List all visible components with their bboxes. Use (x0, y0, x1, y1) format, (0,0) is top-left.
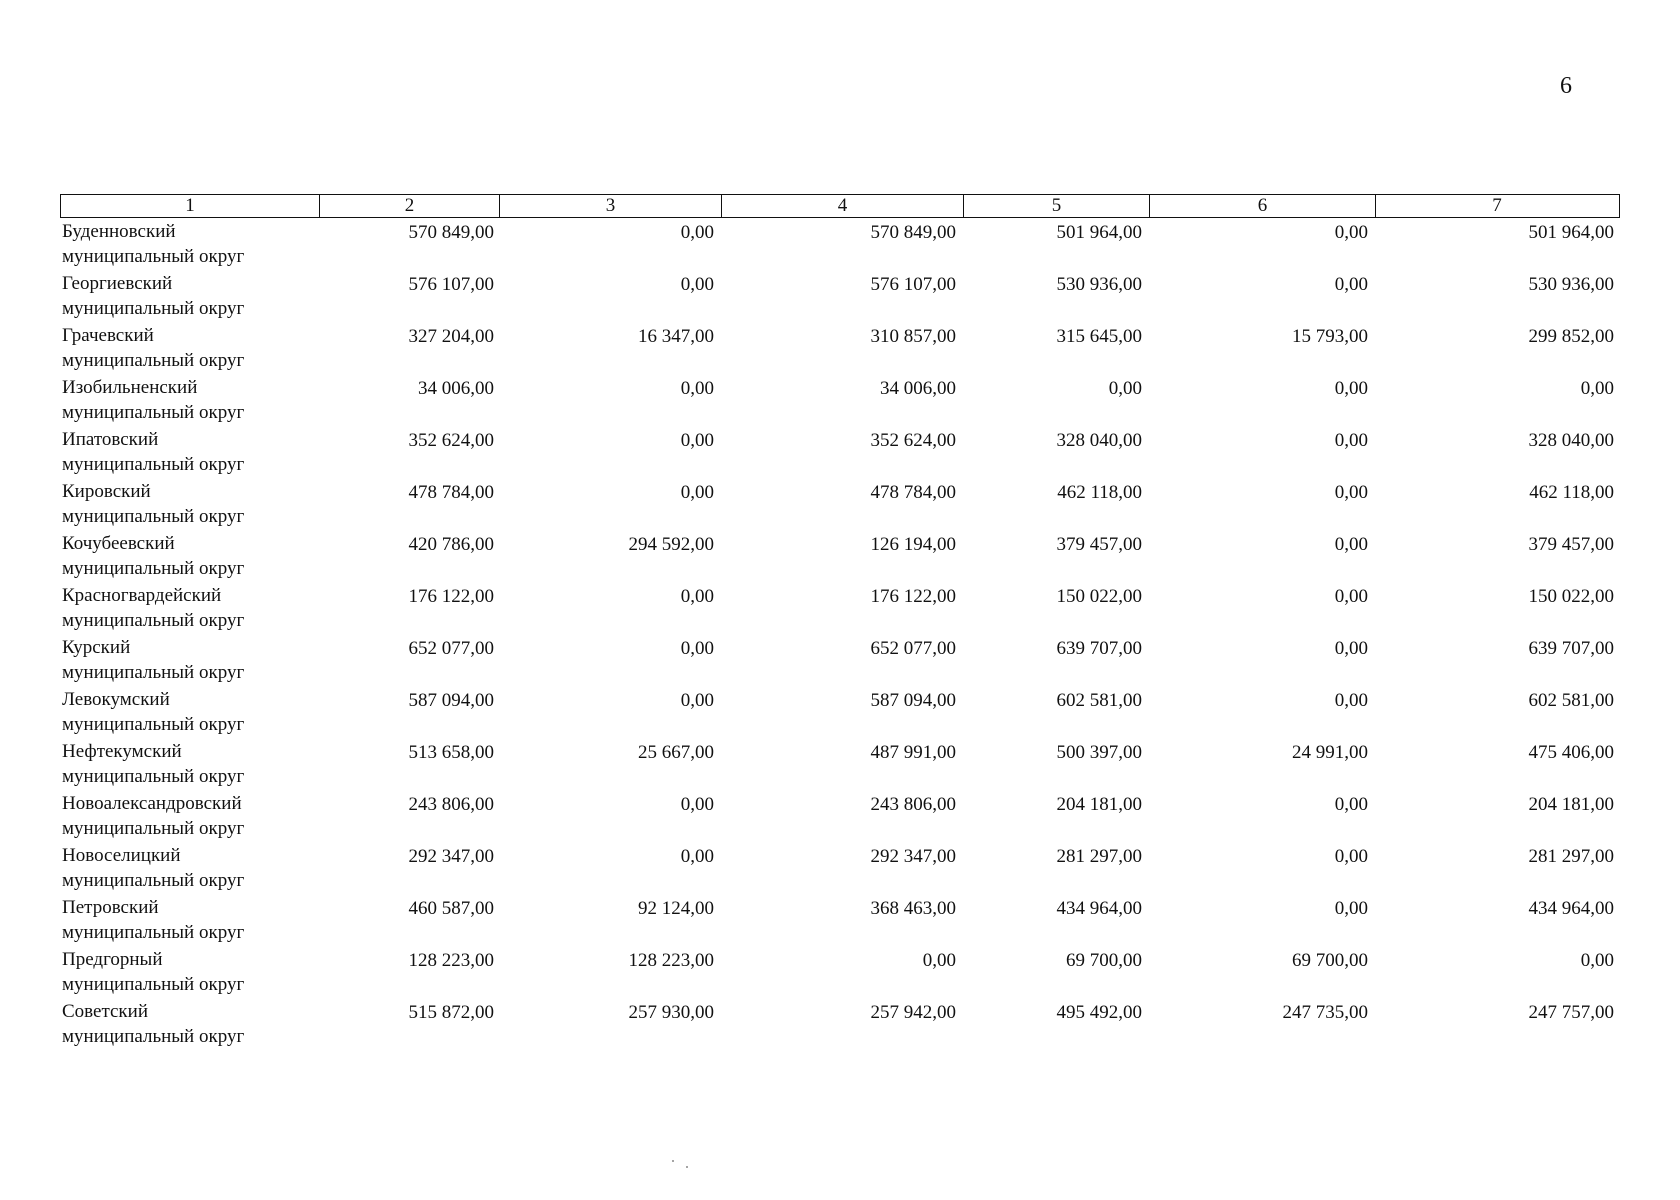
cell-col-3: 0,00 (680, 846, 714, 867)
cell-col-6: 0,00 (1334, 690, 1368, 711)
district-type: муниципальный округ (62, 350, 245, 371)
table-row (60, 219, 1620, 271)
row-name (62, 583, 322, 633)
cell-col-7: 247 757,00 (1528, 1002, 1614, 1023)
cell-col-5: 204 181,00 (1056, 794, 1142, 815)
row-name (62, 271, 322, 321)
table-row (60, 687, 1620, 739)
cell-col-4: 652 077,00 (870, 638, 956, 659)
cell-col-2: 243 806,00 (408, 794, 494, 815)
cell-col-7: 299 852,00 (1528, 326, 1614, 347)
cell-col-2: 515 872,00 (408, 1002, 494, 1023)
district-type: муниципальный округ (62, 454, 245, 475)
scan-speck (672, 1160, 674, 1162)
cell-col-7: 530 936,00 (1528, 274, 1614, 295)
table-row (60, 947, 1620, 999)
scan-speck (686, 1166, 688, 1168)
cell-col-4: 570 849,00 (870, 222, 956, 243)
cell-col-5: 281 297,00 (1056, 846, 1142, 867)
cell-col-7: 639 707,00 (1528, 638, 1614, 659)
district-name: Красногвардейский (62, 585, 222, 606)
cell-col-5: 150 022,00 (1056, 586, 1142, 607)
cell-col-4: 487 991,00 (870, 742, 956, 763)
column-header-3: 3 (499, 195, 721, 217)
district-type: муниципальный округ (62, 610, 245, 631)
row-name (62, 947, 322, 997)
cell-col-7: 150 022,00 (1528, 586, 1614, 607)
cell-col-2: 587 094,00 (408, 690, 494, 711)
cell-col-5: 500 397,00 (1056, 742, 1142, 763)
cell-col-6: 0,00 (1334, 378, 1368, 399)
cell-col-4: 243 806,00 (870, 794, 956, 815)
cell-col-2: 352 624,00 (408, 430, 494, 451)
cell-col-4: 352 624,00 (870, 430, 956, 451)
cell-col-3: 294 592,00 (628, 534, 714, 555)
cell-col-6: 0,00 (1334, 898, 1368, 919)
cell-col-2: 420 786,00 (408, 534, 494, 555)
page-number: 6 (1560, 73, 1572, 99)
cell-col-3: 128 223,00 (628, 950, 714, 971)
row-name (62, 895, 322, 945)
cell-col-6: 0,00 (1334, 222, 1368, 243)
table-row (60, 583, 1620, 635)
cell-col-5: 379 457,00 (1056, 534, 1142, 555)
cell-col-4: 292 347,00 (870, 846, 956, 867)
cell-col-2: 292 347,00 (408, 846, 494, 867)
district-name: Буденновский (62, 221, 176, 242)
district-name: Кировский (62, 481, 151, 502)
row-name (62, 479, 322, 529)
cell-col-4: 0,00 (922, 950, 956, 971)
district-name: Советский (62, 1001, 149, 1022)
table-row (60, 479, 1620, 531)
cell-col-7: 434 964,00 (1528, 898, 1614, 919)
cell-col-4: 587 094,00 (870, 690, 956, 711)
cell-col-7: 281 297,00 (1528, 846, 1614, 867)
table-row (60, 323, 1620, 375)
row-name (62, 739, 322, 789)
cell-col-6: 69 700,00 (1292, 950, 1368, 971)
cell-col-4: 126 194,00 (870, 534, 956, 555)
row-name (62, 635, 322, 685)
table-row (60, 999, 1620, 1051)
cell-col-3: 92 124,00 (638, 898, 714, 919)
cell-col-3: 0,00 (680, 378, 714, 399)
row-name (62, 999, 322, 1049)
row-name (62, 531, 322, 581)
cell-col-3: 0,00 (680, 482, 714, 503)
district-type: муниципальный округ (62, 402, 245, 423)
column-header-6: 6 (1149, 195, 1375, 217)
district-name: Кочубеевский (62, 533, 175, 554)
cell-col-2: 576 107,00 (408, 274, 494, 295)
district-type: муниципальный округ (62, 870, 245, 891)
cell-col-3: 0,00 (680, 274, 714, 295)
column-header-2: 2 (319, 195, 499, 217)
cell-col-6: 0,00 (1334, 274, 1368, 295)
cell-col-7: 204 181,00 (1528, 794, 1614, 815)
cell-col-6: 0,00 (1334, 430, 1368, 451)
row-name (62, 219, 322, 269)
cell-col-6: 0,00 (1334, 846, 1368, 867)
cell-col-2: 570 849,00 (408, 222, 494, 243)
district-type: муниципальный округ (62, 1026, 245, 1047)
table-row (60, 895, 1620, 947)
cell-col-7: 462 118,00 (1529, 482, 1614, 503)
district-name: Предгорный (62, 949, 163, 970)
row-name (62, 687, 322, 737)
cell-col-3: 0,00 (680, 430, 714, 451)
district-name: Новоалександровский (62, 793, 242, 814)
cell-col-2: 460 587,00 (408, 898, 494, 919)
cell-col-4: 310 857,00 (870, 326, 956, 347)
cell-col-5: 462 118,00 (1057, 482, 1142, 503)
district-name: Левокумский (62, 689, 170, 710)
cell-col-4: 576 107,00 (870, 274, 956, 295)
district-name: Петровский (62, 897, 159, 918)
cell-col-7: 475 406,00 (1528, 742, 1614, 763)
cell-col-7: 0,00 (1580, 378, 1614, 399)
district-type: муниципальный округ (62, 246, 245, 267)
table-row (60, 635, 1620, 687)
district-name: Грачевский (62, 325, 154, 346)
cell-col-3: 0,00 (680, 690, 714, 711)
table-row (60, 531, 1620, 583)
cell-col-2: 652 077,00 (408, 638, 494, 659)
table-row (60, 271, 1620, 323)
cell-col-5: 501 964,00 (1056, 222, 1142, 243)
cell-col-4: 176 122,00 (870, 586, 956, 607)
district-name: Георгиевский (62, 273, 173, 294)
district-name: Курский (62, 637, 131, 658)
cell-col-3: 25 667,00 (638, 742, 714, 763)
column-header-1: 1 (185, 195, 195, 216)
cell-col-3: 0,00 (680, 638, 714, 659)
cell-col-3: 0,00 (680, 586, 714, 607)
cell-col-6: 0,00 (1334, 638, 1368, 659)
district-type: муниципальный округ (62, 922, 245, 943)
table-row (60, 843, 1620, 895)
column-header-7: 7 (1375, 195, 1618, 217)
district-type: муниципальный округ (62, 298, 245, 319)
cell-col-5: 0,00 (1108, 378, 1142, 399)
table-header-row (60, 194, 1620, 218)
column-header-5: 5 (963, 195, 1149, 217)
cell-col-2: 478 784,00 (408, 482, 494, 503)
row-name (62, 375, 322, 425)
row-name (62, 791, 322, 841)
cell-col-7: 602 581,00 (1528, 690, 1614, 711)
cell-col-6: 247 735,00 (1282, 1002, 1368, 1023)
cell-col-3: 257 930,00 (628, 1002, 714, 1023)
cell-col-5: 69 700,00 (1066, 950, 1142, 971)
district-type: муниципальный округ (62, 818, 245, 839)
cell-col-3: 16 347,00 (638, 326, 714, 347)
table-row (60, 427, 1620, 479)
district-type: муниципальный округ (62, 766, 245, 787)
cell-col-7: 328 040,00 (1528, 430, 1614, 451)
district-type: муниципальный округ (62, 662, 245, 683)
district-name: Новоселицкий (62, 845, 181, 866)
table-row (60, 791, 1620, 843)
cell-col-6: 0,00 (1334, 794, 1368, 815)
cell-col-7: 0,00 (1580, 950, 1614, 971)
cell-col-5: 315 645,00 (1056, 326, 1142, 347)
cell-col-4: 478 784,00 (870, 482, 956, 503)
cell-col-2: 513 658,00 (408, 742, 494, 763)
cell-col-2: 176 122,00 (408, 586, 494, 607)
cell-col-4: 257 942,00 (870, 1002, 956, 1023)
cell-col-5: 434 964,00 (1056, 898, 1142, 919)
cell-col-4: 34 006,00 (880, 378, 956, 399)
district-name: Изобильненский (62, 377, 198, 398)
table-row (60, 375, 1620, 427)
cell-col-7: 379 457,00 (1528, 534, 1614, 555)
cell-col-4: 368 463,00 (870, 898, 956, 919)
cell-col-5: 530 936,00 (1056, 274, 1142, 295)
row-name (62, 843, 322, 893)
cell-col-5: 495 492,00 (1056, 1002, 1142, 1023)
district-type: муниципальный округ (62, 974, 245, 995)
column-header-4: 4 (721, 195, 963, 217)
cell-col-2: 34 006,00 (418, 378, 494, 399)
cell-col-7: 501 964,00 (1528, 222, 1614, 243)
cell-col-2: 128 223,00 (408, 950, 494, 971)
cell-col-6: 0,00 (1334, 534, 1368, 555)
district-type: муниципальный округ (62, 714, 245, 735)
cell-col-5: 328 040,00 (1056, 430, 1142, 451)
district-name: Ипатовский (62, 429, 159, 450)
district-name: Нефтекумский (62, 741, 182, 762)
row-name (62, 427, 322, 477)
cell-col-6: 24 991,00 (1292, 742, 1368, 763)
table-row (60, 739, 1620, 791)
cell-col-6: 15 793,00 (1292, 326, 1368, 347)
cell-col-5: 639 707,00 (1056, 638, 1142, 659)
cell-col-5: 602 581,00 (1056, 690, 1142, 711)
cell-col-6: 0,00 (1334, 586, 1368, 607)
cell-col-2: 327 204,00 (408, 326, 494, 347)
cell-col-3: 0,00 (680, 222, 714, 243)
district-type: муниципальный округ (62, 558, 245, 579)
district-type: муниципальный округ (62, 506, 245, 527)
cell-col-6: 0,00 (1334, 482, 1368, 503)
cell-col-3: 0,00 (680, 794, 714, 815)
row-name (62, 323, 322, 373)
